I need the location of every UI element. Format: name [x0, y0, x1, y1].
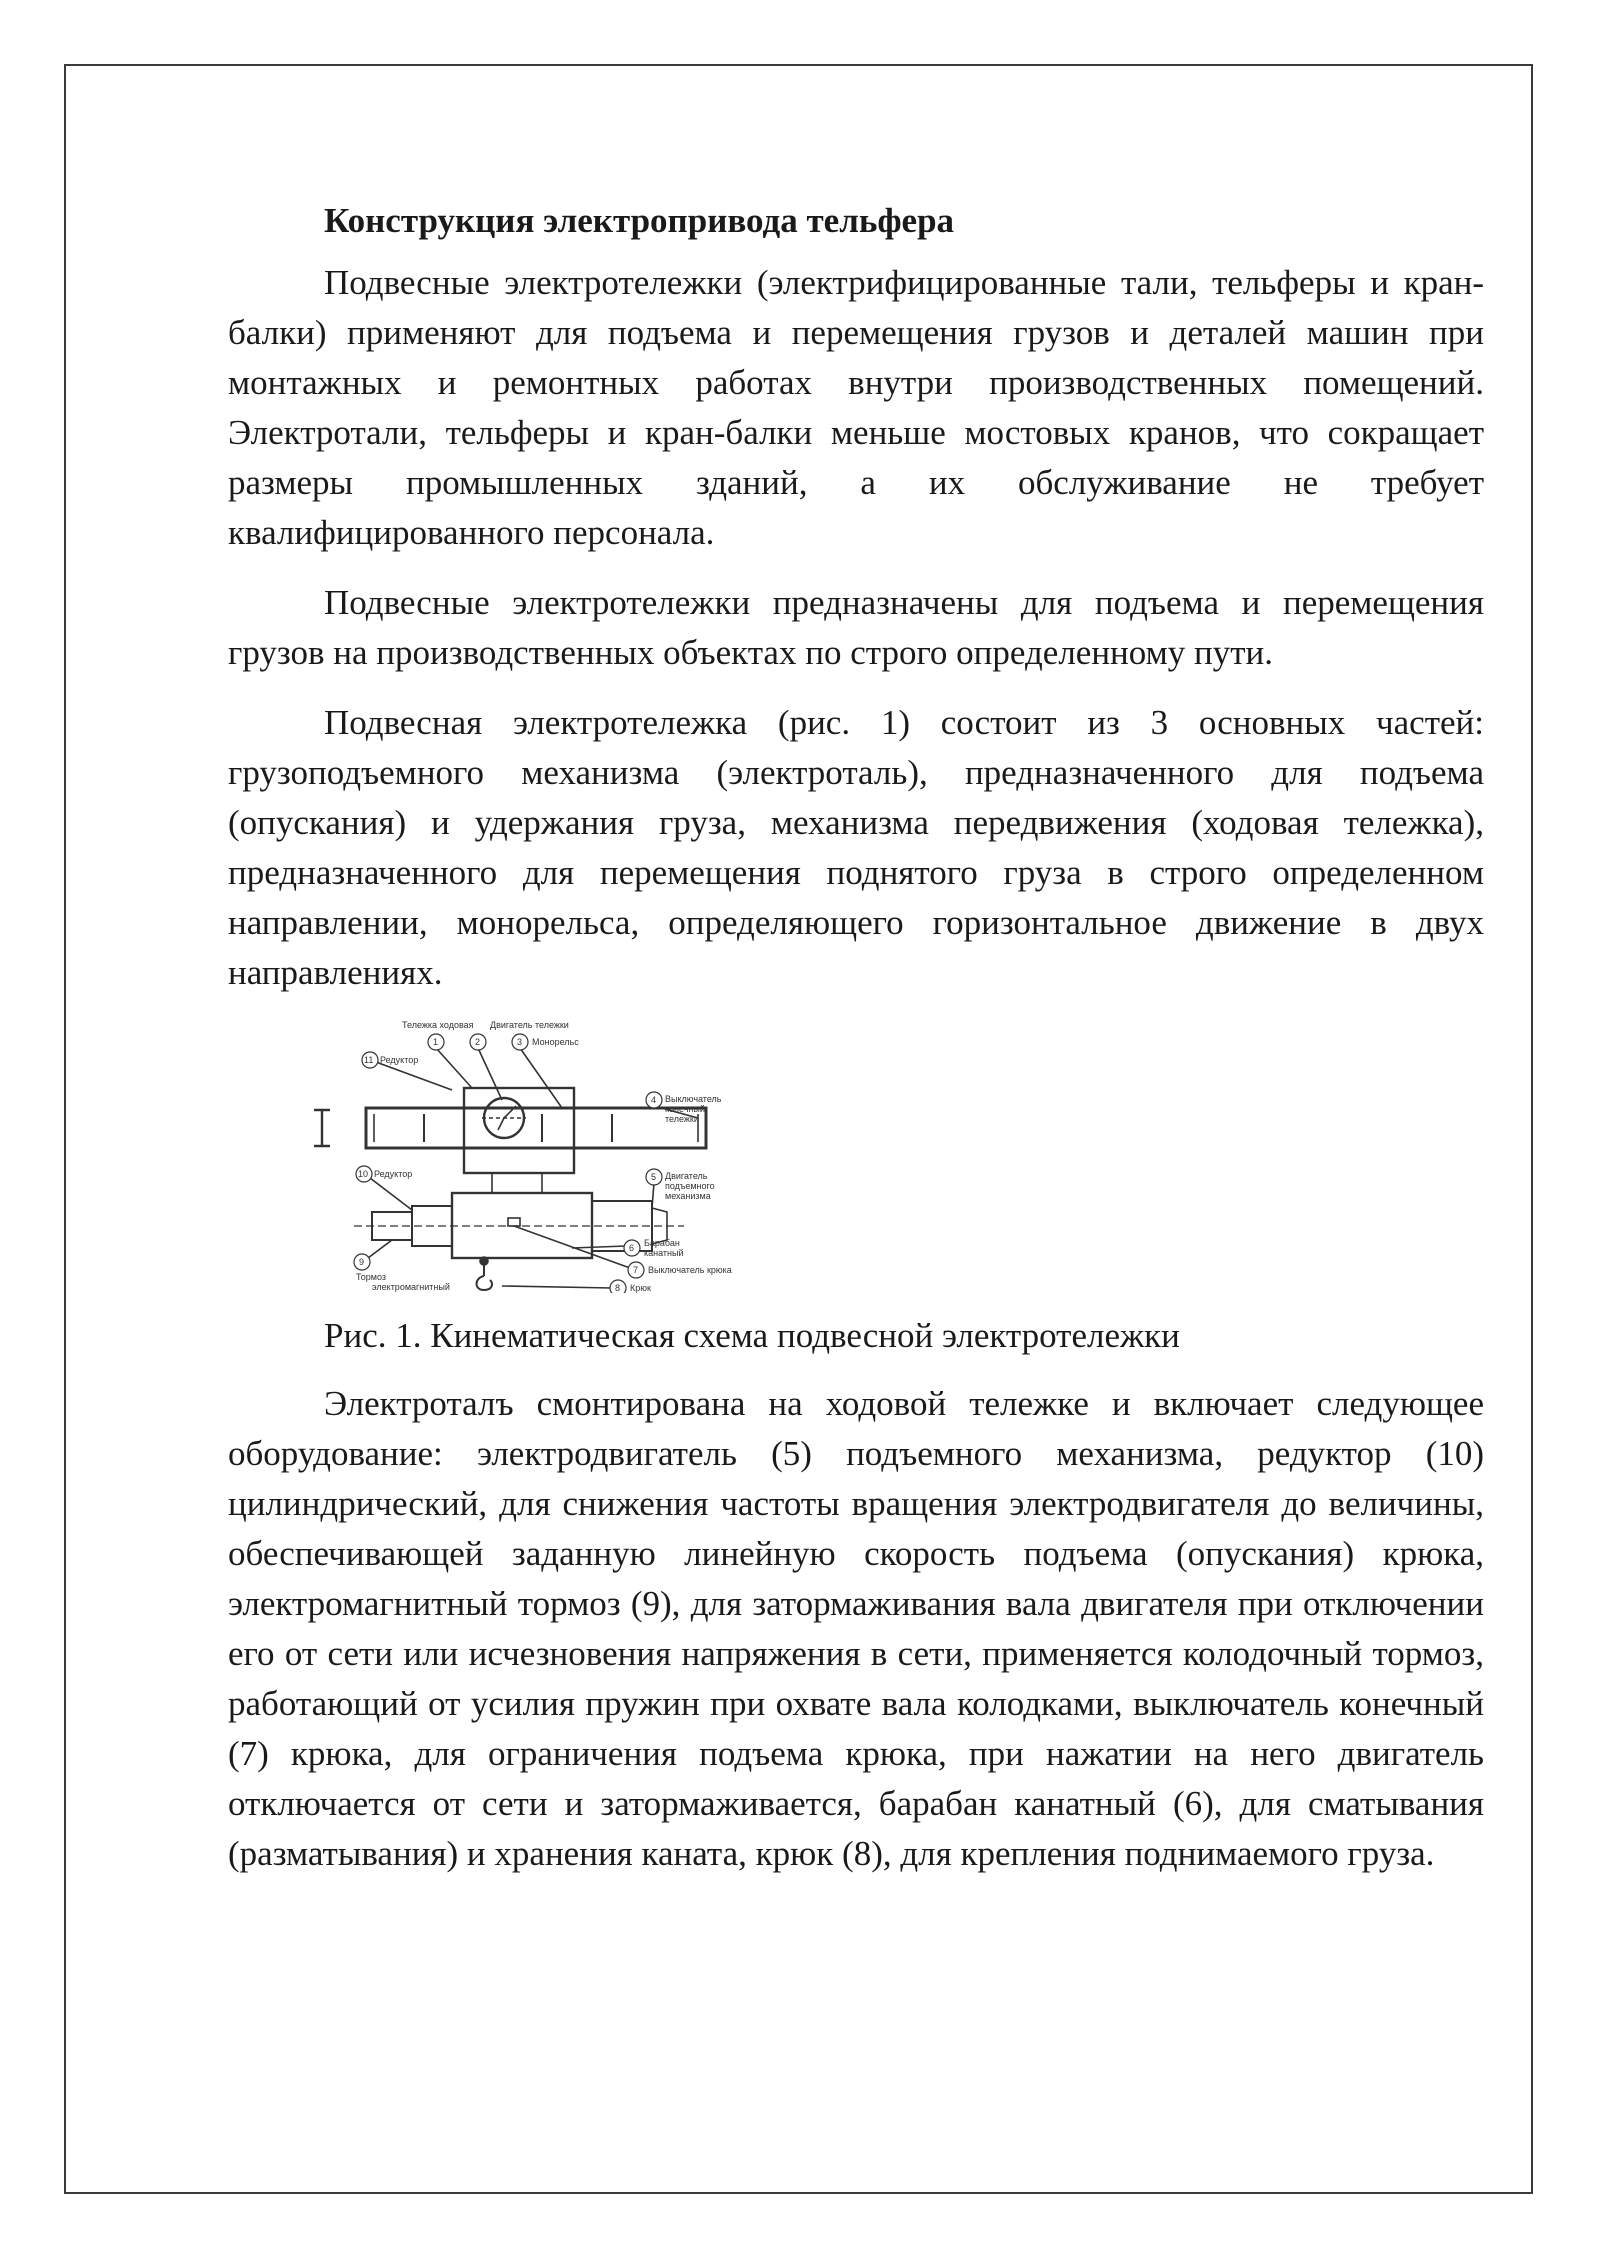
callout-number-6: 6	[629, 1243, 635, 1253]
callout-number-5: 5	[651, 1172, 657, 1182]
callout-number-3: 3	[517, 1037, 523, 1047]
document-body	[228, 196, 1484, 1899]
label-limit-switch-2: конечный	[665, 1104, 705, 1114]
label-reducer-top: Редуктор	[380, 1055, 419, 1065]
kinematic-diagram	[312, 1018, 752, 1293]
label-hook: Крюк	[630, 1283, 651, 1293]
label-brake-1: Тормоз	[356, 1272, 387, 1282]
paragraph-3: Подвесная электротележка (рис. 1) состоит из 3 основных частей: грузоподъемного механизма (электроталь), предназначенного для подъема (опускания) и удержания груза, механизма передвижения (ходовая тележка), предназначенного для перемещения поднятого груза в строго определенном направлении, монорельса, определяющего горизонтальное движение в двух направлениях.	[228, 703, 1484, 992]
document-title: Конструкция электропривода тельфера	[324, 201, 955, 240]
paragraph-4: Электроталъ смонтирована на ходовой тележке и включает следующее оборудование: электродвигатель (5) подъемного механизма, редуктор (10) цилиндрический, для снижения частоты вращения электродвигателя до величины, обеспечивающей заданную линейную скорость подъема (опускания) крюка, электромагнитный тормоз (9), для затормаживания вала двигателя при отключении его от сети или исчезновения напряжения в сети, применяется колодочный тормоз, работающий от усилия пружин при охвате вала колодками, выключатель конечный (7) крюка, для ограничения подъема крюка, при нажатии на него двигатель отключается от сети и затормаживается, барабан канатный (6), для сматывания (разматывания) и хранения каната, крюк (8), для крепления поднимаемого груза.	[228, 1384, 1484, 1873]
label-reducer: Редуктор	[374, 1169, 413, 1179]
callout-number-9: 9	[359, 1257, 365, 1267]
callout-number-8: 8	[615, 1283, 621, 1293]
callout-number-1: 1	[433, 1037, 439, 1047]
callout-number-11: 11	[364, 1055, 374, 1065]
label-drum-2: канатный	[644, 1248, 684, 1258]
paragraph-2: Подвесные электротележки предназначены для подъема и перемещения грузов на производственных объектах по строго определенному пути.	[228, 583, 1484, 672]
label-hoist-motor-2: подъемного	[665, 1181, 715, 1191]
figure-caption: Рис. 1. Кинематическая схема подвесной электротележки	[324, 1316, 1180, 1355]
label-limit-switch-3: тележки	[665, 1114, 699, 1124]
label-hook-switch: Выключатель крюка	[648, 1265, 732, 1275]
callout-number-7: 7	[633, 1265, 639, 1275]
callout-number-10: 10	[358, 1169, 369, 1179]
label-brake-2: электромагнитный	[372, 1282, 450, 1292]
label-drum-1: Барабан	[644, 1238, 680, 1248]
kinematic-diagram-drawing	[312, 1018, 752, 1293]
paragraph-1: Подвесные электротележки (электрифицированные тали, тельферы и кран-балки) применяют для подъема и перемещения грузов и деталей машин при монтажных и ремонтных работах внутри производственных помещений. Электротали, тельферы и кран-балки меньше мостовых кранов, что сокращает размеры промышленных зданий, а их обслуживание не требует квалифицированного персонала.	[228, 263, 1484, 552]
label-trolley: Тележка ходовая	[402, 1020, 474, 1030]
label-limit-switch-1: Выключатель	[665, 1094, 722, 1104]
callout-number-4: 4	[651, 1095, 657, 1105]
label-hoist-motor-1: Двигатель	[665, 1171, 708, 1181]
label-monorail: Монорельс	[532, 1037, 579, 1047]
label-trolley-motor: Двигатель тележки	[490, 1020, 569, 1030]
callout-number-2: 2	[475, 1037, 481, 1047]
label-hoist-motor-3: механизма	[665, 1191, 711, 1201]
